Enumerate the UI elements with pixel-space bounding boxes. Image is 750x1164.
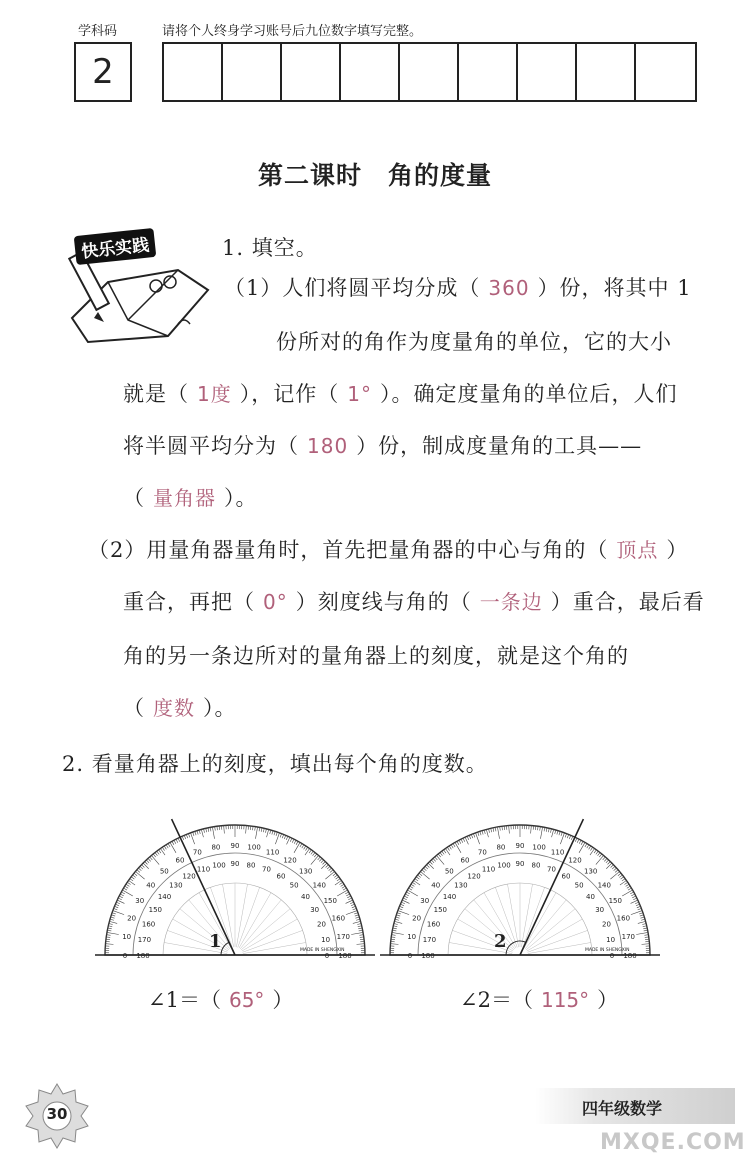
digit-box[interactable] — [341, 44, 400, 100]
scale-label-outer: 170 — [621, 932, 636, 941]
digit-box[interactable] — [282, 44, 341, 100]
scale-label-outer: 60 — [175, 856, 185, 865]
subject-code-value: 2 — [92, 52, 114, 92]
scale-label-outer: 120 — [283, 856, 297, 865]
angle1-answer: 65° — [228, 988, 265, 1012]
scale-label-inner: 0 — [324, 952, 330, 960]
scale-label-inner: 110 — [481, 865, 496, 874]
account-instruction: 请将个人终身学习账号后九位数字填写完整。 — [162, 24, 423, 39]
text-segment: ）刻度线与角的（ — [295, 590, 472, 614]
text-segment: ）。确定度量角的单位后，人们 — [379, 382, 678, 406]
text-segment: ）份，制成度量角的工具—— — [356, 434, 643, 458]
scale-label-inner: 170 — [422, 936, 437, 945]
q1-p1-line2: 份所对的角作为度量角的单位，它的大小 — [276, 330, 672, 354]
scale-label-inner: 150 — [148, 906, 163, 914]
scale-label-inner: 20 — [316, 920, 326, 929]
scale-label-inner: 130 — [454, 881, 468, 890]
scale-label-outer: 120 — [568, 856, 582, 865]
scale-label-inner: 50 — [289, 881, 299, 890]
scale-label-outer: 20 — [412, 914, 422, 923]
protractor-2 — [380, 810, 660, 970]
answer-degree-count: 度数 — [153, 696, 195, 720]
scale-label-inner: 160 — [426, 920, 441, 929]
scale-label-inner: 160 — [141, 920, 156, 929]
scale-label-outer: 100 — [532, 843, 546, 852]
scale-label-outer: 180 — [338, 952, 352, 960]
answer-zero-degree: 0° — [263, 590, 288, 614]
scale-label-outer: 80 — [496, 843, 506, 852]
scale-label-outer: 110 — [265, 848, 280, 857]
text-segment: ）重合，最后看 — [550, 590, 705, 614]
digit-box[interactable] — [223, 44, 282, 100]
text-segment: （ — [123, 486, 145, 510]
scale-label-inner: 130 — [169, 881, 183, 890]
scale-label-outer: 10 — [407, 932, 417, 941]
scale-label-inner: 40 — [586, 892, 595, 901]
text-segment: ） — [666, 538, 689, 562]
scale-label-inner: 30 — [595, 906, 605, 914]
text-segment: ）。 — [203, 696, 237, 720]
scale-label-outer: 90 — [230, 842, 240, 850]
answer-1-deg-symbol: 1° — [347, 382, 372, 406]
scale-label-outer: 100 — [247, 843, 261, 852]
scale-label-inner: 50 — [574, 881, 584, 890]
answer-vertex: 顶点 — [616, 538, 659, 562]
text-segment: 重合，再把（ — [123, 590, 255, 614]
scale-label-inner: 140 — [157, 892, 172, 901]
scale-label-outer: 40 — [431, 881, 441, 890]
scale-label-inner: 30 — [310, 906, 320, 914]
angle2-answer: 115° — [540, 988, 590, 1012]
scale-label-outer: 70 — [192, 848, 202, 857]
text-segment: （1）人们将圆平均分成（ — [224, 276, 481, 300]
text-segment: ∠1＝（ — [148, 988, 221, 1012]
digit-box[interactable] — [636, 44, 695, 100]
scale-label-inner: 10 — [606, 936, 616, 945]
digit-box[interactable] — [577, 44, 636, 100]
scale-label-outer: 30 — [420, 897, 430, 905]
scale-label-inner: 100 — [497, 861, 511, 870]
text-segment: 将半圆平均分为（ — [123, 434, 299, 458]
scale-label-inner: 10 — [321, 936, 331, 945]
text-segment: （2）用量角器量角时，首先把量角器的中心与角的（ — [88, 538, 609, 562]
angle2-answer-line — [460, 984, 618, 1014]
scale-label-outer: 70 — [477, 848, 487, 857]
scale-label-outer: 50 — [444, 867, 454, 876]
text-segment: （ — [123, 696, 145, 720]
scale-label-inner: 150 — [433, 906, 448, 914]
watermark: MXQE.COM — [600, 1130, 746, 1155]
page-number: 30 — [46, 1105, 68, 1123]
text-segment: ） — [597, 988, 619, 1012]
scale-label-inner: 0 — [609, 952, 615, 960]
scale-label-inner: 60 — [276, 872, 286, 881]
subject-code-box — [74, 42, 132, 102]
text-segment: ∠2＝（ — [460, 988, 533, 1012]
scale-label-outer: 50 — [159, 867, 169, 876]
scale-label-outer: 130 — [584, 867, 598, 876]
scale-label-outer: 90 — [515, 842, 525, 850]
q1-p2-line3: 角的另一条边所对的量角器上的刻度，就是这个角的 — [123, 644, 629, 668]
scale-label-outer: 80 — [211, 843, 221, 852]
text-segment: ）。 — [224, 486, 258, 510]
scale-label-inner: 100 — [212, 861, 226, 870]
scale-label-inner: 60 — [561, 872, 571, 881]
angle-label: 1 — [209, 931, 222, 952]
scale-label-inner: 80 — [246, 861, 256, 870]
account-digit-boxes — [162, 42, 697, 102]
protractor-maker-mark: MADE IN SHENGXIN — [300, 948, 345, 953]
lesson-title: 第二课时 角的度量 — [257, 161, 492, 190]
text-segment: 就是（ — [123, 382, 189, 406]
q1-p1-line4 — [123, 430, 642, 460]
scale-label-inner: 110 — [196, 865, 211, 874]
text-segment: ）份，将其中 1 — [537, 276, 692, 300]
scale-label-outer: 20 — [127, 914, 137, 923]
scale-label-outer: 130 — [299, 867, 313, 876]
answer-1-degree: 1度 — [197, 382, 232, 406]
q1-p1-line1 — [224, 272, 692, 302]
scale-label-outer: 10 — [122, 932, 132, 941]
scale-label-inner: 180 — [421, 952, 435, 960]
digit-box[interactable] — [164, 44, 223, 100]
q1-p2-line4 — [123, 692, 237, 722]
scale-label-outer: 0 — [122, 952, 128, 960]
scale-label-inner: 80 — [531, 861, 541, 870]
section-badge: 快乐实践 — [74, 228, 157, 265]
scale-label-inner: 70 — [547, 865, 556, 874]
scale-label-outer: 30 — [135, 897, 145, 905]
angle1-answer-line — [148, 984, 293, 1014]
scale-label-outer: 60 — [460, 856, 470, 865]
q1-p2-line2 — [123, 586, 705, 616]
q1-p1-line5 — [123, 482, 258, 512]
subject-code-label: 学科码 — [78, 24, 118, 39]
scale-label-inner: 70 — [262, 865, 271, 874]
answer-protractor: 量角器 — [153, 486, 216, 510]
scale-label-outer: 150 — [608, 897, 622, 905]
scale-label-outer: 0 — [407, 952, 413, 960]
scale-label-inner: 90 — [230, 860, 240, 868]
q1-p1-line3 — [123, 378, 677, 408]
digit-box[interactable] — [518, 44, 577, 100]
digit-box[interactable] — [459, 44, 518, 100]
scale-label-inner: 180 — [136, 952, 150, 960]
scale-label-outer: 150 — [323, 897, 337, 905]
scale-label-outer: 140 — [312, 881, 326, 890]
scale-label-inner: 20 — [601, 920, 611, 929]
protractor-maker-mark: MADE IN SHENGXIN — [585, 948, 630, 953]
answer-one-side: 一条边 — [479, 590, 543, 614]
scale-label-outer: 40 — [146, 881, 156, 890]
q2-heading: 2. 看量角器上的刻度，填出每个角的度数。 — [62, 752, 488, 776]
digit-box[interactable] — [400, 44, 459, 100]
scale-label-outer: 160 — [331, 914, 346, 923]
scale-label-inner: 120 — [467, 872, 481, 881]
text-segment: ） — [272, 988, 294, 1012]
scale-label-outer: 140 — [597, 881, 611, 890]
q1-p2-line1 — [88, 534, 688, 564]
scale-label-outer: 160 — [616, 914, 631, 923]
q1-heading: 1. 填空。 — [222, 236, 318, 260]
scale-label-outer: 170 — [336, 932, 351, 941]
scale-label-inner: 90 — [515, 860, 525, 868]
scale-label-inner: 40 — [301, 892, 310, 901]
answer-360: 360 — [488, 276, 530, 300]
scale-label-inner: 120 — [182, 872, 196, 881]
scale-label-inner: 140 — [442, 892, 457, 901]
grade-subject: 四年级数学 — [582, 1099, 663, 1118]
angle-label: 2 — [494, 931, 507, 952]
scale-label-outer: 110 — [550, 848, 565, 857]
scale-label-inner: 170 — [137, 936, 152, 945]
text-segment: ），记作（ — [239, 382, 340, 406]
scale-label-outer: 180 — [623, 952, 637, 960]
answer-180: 180 — [307, 434, 349, 458]
protractor-1 — [95, 810, 375, 970]
